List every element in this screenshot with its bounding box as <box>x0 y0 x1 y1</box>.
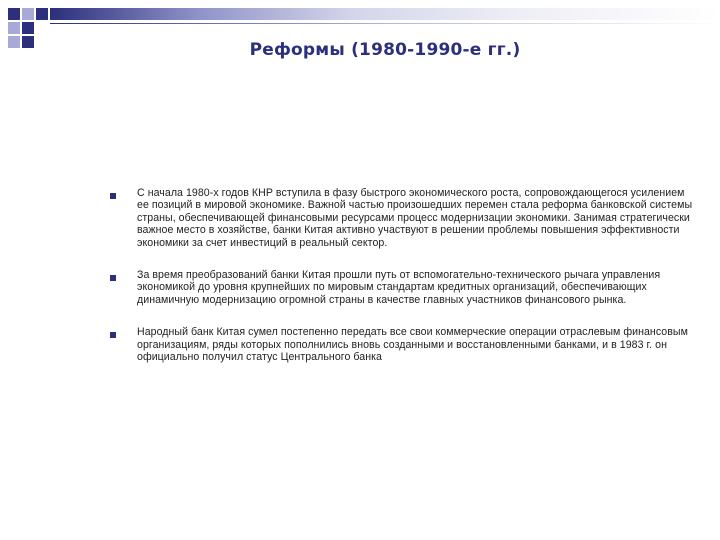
bullet-list <box>103 187 693 363</box>
corner-square <box>22 8 34 20</box>
square-bullet-icon <box>110 193 116 199</box>
header-divider <box>50 23 720 24</box>
slide-title: Реформы (1980-1990-е гг.) <box>249 40 521 60</box>
corner-square <box>8 22 20 34</box>
square-bullet-icon <box>110 332 116 338</box>
bullet-item <box>103 187 693 249</box>
square-bullet-icon <box>110 275 116 281</box>
corner-square <box>8 8 20 20</box>
header-gradient-strip <box>50 8 720 20</box>
bullet-text: Народный банк Китая сумел постепенно передать все свои коммерческие операции отраслевым финансовым организациям, ряды которых пополнились вновь созданными и восстановленными банками, и в 1983 г. он официально получил статус Центрального банка <box>137 326 688 364</box>
bullet-item <box>103 269 693 306</box>
bullet-text: С начала 1980-х годов КНР вступила в фазу быстрого экономического роста, сопровождающегося усилением ее позиций в мировой экономике. Важной частью произошедших перемен стала реформа банковской системы страны, обеспечивающей финансовыми ресурсами процесс модернизации экономики. Занимая стратегически важное место в хозяйстве, банки Китая активно участвуют в решении проблемы повышения эффективности экономики за счет инвестиций в реальный сектор. <box>137 187 693 249</box>
corner-square <box>36 8 48 20</box>
bullet-text: За время преобразований банки Китая прошли путь от вспомогательно-технического рычага управления экономикой до уровня крупнейших по мировым стандартам кредитных организаций, обеспечивающих динамичную модернизацию огромной страны в качестве главных участников финансового рынка. <box>137 269 661 306</box>
bullet-item <box>103 326 693 363</box>
corner-square <box>22 22 34 34</box>
